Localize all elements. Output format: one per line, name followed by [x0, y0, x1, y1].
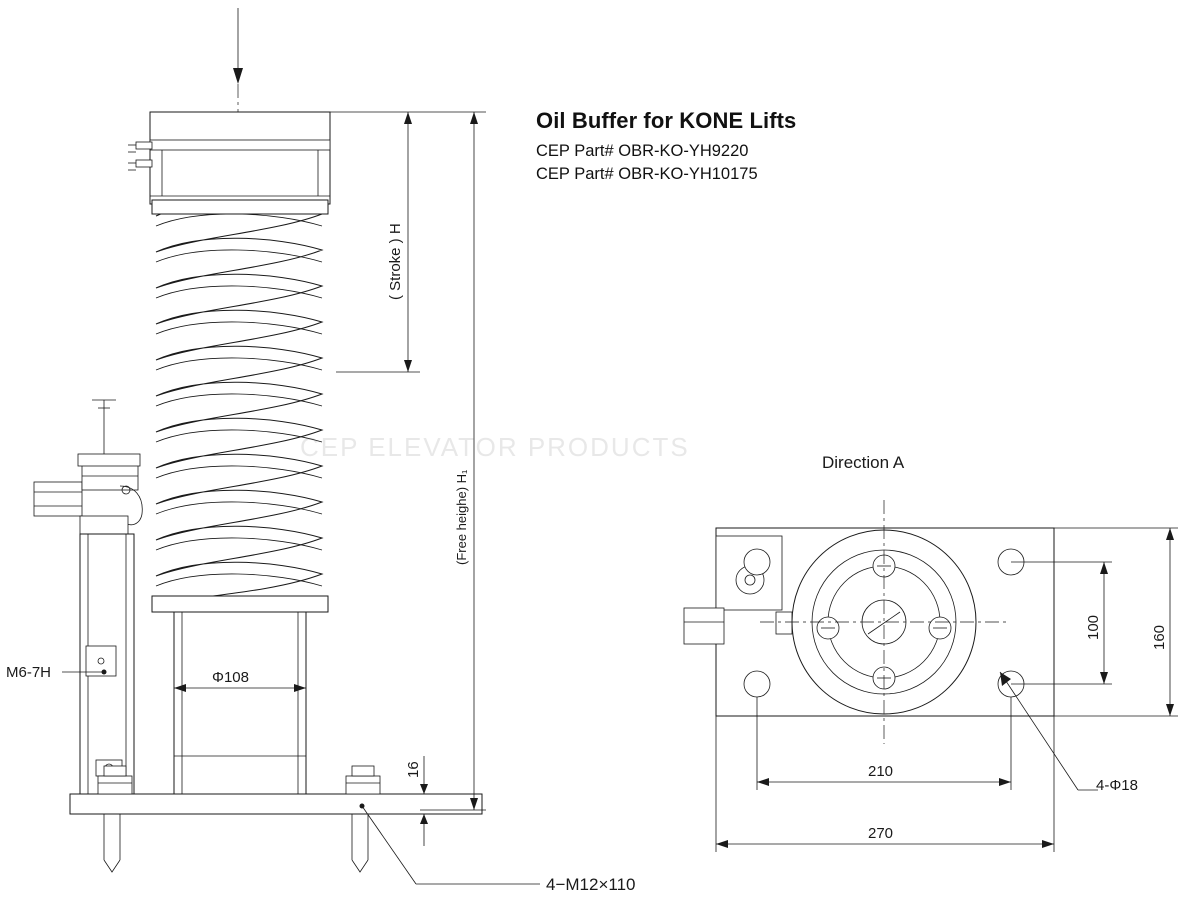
left-guide-column: [80, 534, 134, 794]
buffer-head-assembly: [128, 112, 330, 204]
page-title: Oil Buffer for KONE Lifts: [536, 108, 797, 133]
dim-270-label: 270: [868, 825, 894, 842]
limit-switch-assembly: [34, 400, 142, 534]
free-height-dim-label: (Free heighe) H₁: [454, 469, 469, 565]
watermark: CEP ELEVATOR PRODUCTS: [300, 432, 690, 462]
base-thickness-label: 16: [405, 761, 422, 778]
dim-160-label: 160: [1151, 624, 1168, 650]
part-number-line-2: CEP Part# OBR-KO-YH10175: [536, 165, 758, 183]
direction-a-title: Direction A: [822, 453, 905, 472]
section-arrow-a: [233, 8, 243, 112]
direction-a-view: [684, 453, 1178, 852]
part-number-line-1: CEP Part# OBR-KO-YH9220: [536, 142, 749, 160]
hole-callout-label: 4-Φ18: [1096, 777, 1138, 794]
dim-100-label: 100: [1085, 614, 1102, 640]
m6-7h-label: M6-7H: [6, 664, 52, 681]
dim-210-label: 210: [868, 763, 894, 780]
stroke-dim-label: ( Stroke ) H: [387, 223, 404, 300]
bolt-callout-label: 4−M12×110: [546, 875, 636, 894]
cylinder-body: [174, 612, 306, 794]
compression-spring: [152, 200, 328, 612]
diameter-label: Φ108: [212, 669, 249, 686]
title-block: [536, 108, 956, 188]
callout-bolt-4-m12: [360, 804, 636, 895]
